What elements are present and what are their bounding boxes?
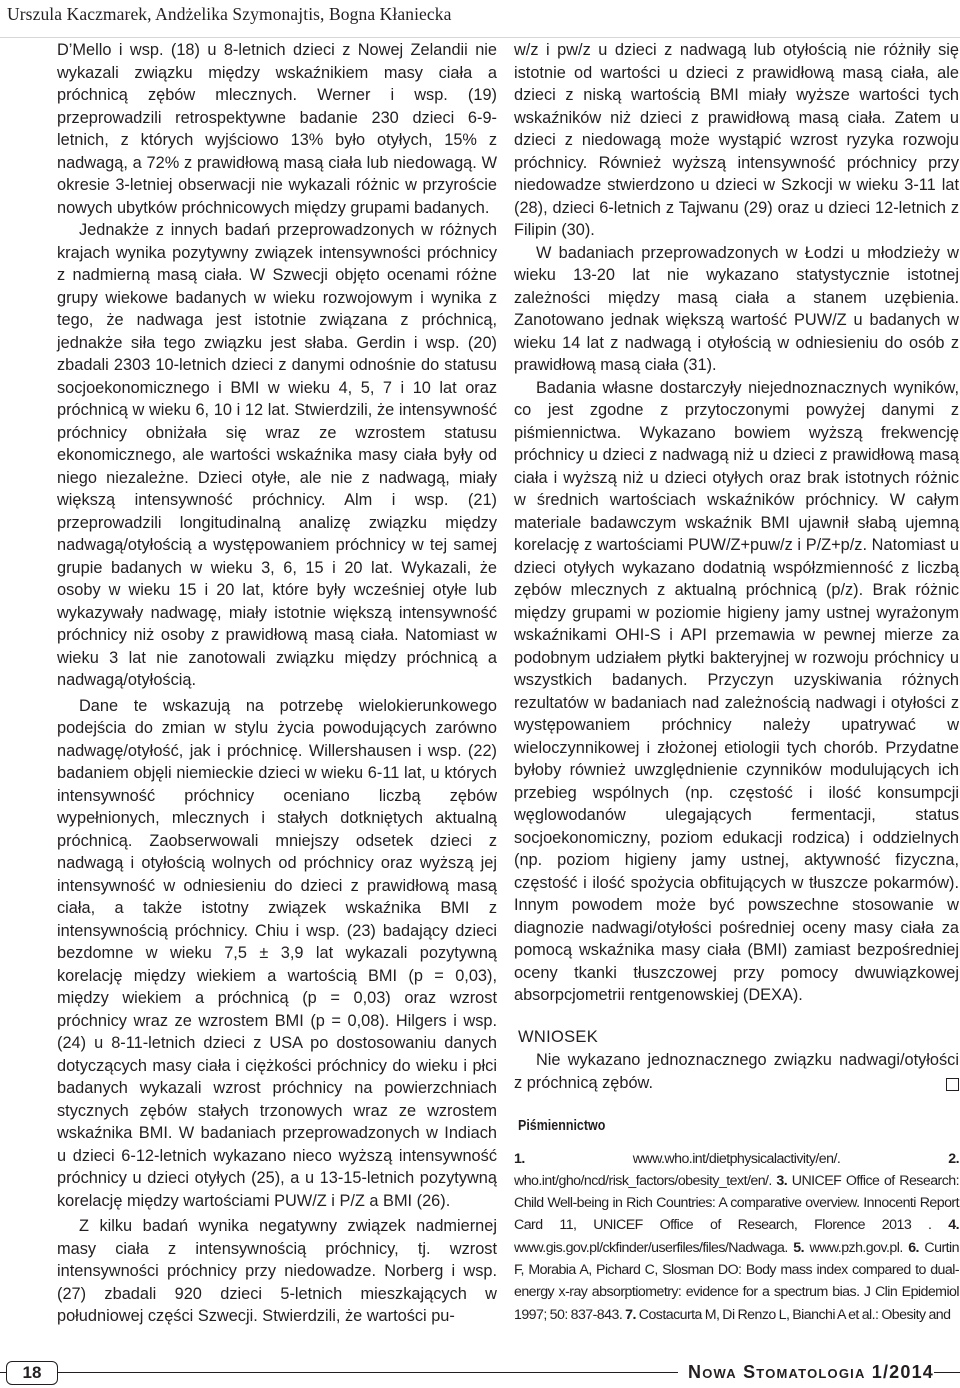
reference-text: who.int/gho/ncd/risk_factors/obesity_text/en/.	[514, 1172, 777, 1189]
end-of-article-square-icon	[946, 1078, 959, 1091]
paragraph: Badania własne dostarczyły niejednoznacznych wyników, co jest zgodne z przytoczonymi powyżej danymi z piśmiennictwa. Wykazano bowiem wyższą frekwencję próchnicy u dzieci z nadwagą niż u dzieci z prawidłową masą ciała i wyższą niż u dzieci otyłych oraz brak istotnych różnic w średnich wartościach wskaźników próchnicy. W całym materiale badawczym wskaźnik BMI ujawnił słabą ujemną korelację z wartościami PUW/Z+puw/z i P/Z+p/z. Natomiast u dzieci otyłych wykazano dodatnią współzmienność z liczbą zębów mlecznych z aktualną próchnicą (p/z). Brak różnic między grupami w poziomie higieny jamy ustnej wyrażonym wskaźnikami OHI-S i API przemawia w pewnej mierze za podobnym udziałem płytki bakteryjnej w rozwoju próchnicy u wszystkich badanych. Przyczyn uzyskiwania różnych rezultatów w badaniach nad zależnością nadwagi i otyłości z występowaniem próchnicy należy upatrywać w wieloczynnikowej i złożonej etiologii tych chorób. Przydatne byłoby również uwzględnienie czynników modulujących ich przebieg wspólnych (np. częstość i ilość konsumpcji węglowodanów ulegających fermentacji, status socjoekonomiczny, poziom edukacji rodzica) i oddzielnych (np. poziom higieny jamy ustnej, aktywność fizyczna, częstość i ilość spożycia obfitujących w tłuszcze pokarmów). Innym powodem może być powszechne stosowanie w diagnozie nadwagi/otyłości pośredniej oceny masy ciała za pomocą wskaźnika masy ciała (BMI) zamiast bezpośredniej oceny tkanki tłuszczowej przy pomocy dwuwiązkowej absorpcjometrii rentgenowskiej (DEXA).	[514, 378, 959, 1004]
section-heading-conclusion: WNIOSEK	[518, 1027, 599, 1046]
reference-text: www.pzh.gov.pl.	[804, 1239, 909, 1256]
paragraph: Z kilku badań wynika negatywny związek nadmiernej masy ciała z intensywnością próchnicy, tj. wzrost intensywności próchnicy przy niedowadze. Norberg i wsp. (27) zbadali 920 dzieci 5-letnich mieszkających w południowej części Szwecji. Stwierdzili, że wartości pu-	[57, 1217, 497, 1325]
paragraph: w/z i pw/z u dzieci z nadwagą lub otyłością nie różniły się istotnie od wartości u dzieci z prawidłową masą ciała, ale dzieci z niską wartością BMI miały wyższe wartości tych wskaźników niż dzieci z prawidłową masą ciała. Zatem u dzieci z niedowagą może wystąpić wzrost ryzyka rozwoju próchnicy. Również wyższą intensywność próchnicy przy niedowadze stwierdzono u dzieci w Szkocji w wieku 3-11 lat (28), dzieci 6-letnich z Tajwanu (29) oraz u dzieci 12-letnich z Filipin (30).	[514, 41, 959, 239]
reference-number: 4.	[948, 1217, 959, 1234]
reference-text: Curtin F, Morabia A, Pichard C, Slosman DO: Body mass index compared to dual-energy x-ray absorptiometry: evidence for a spectrum bias. J Clin Epidemiol 1997; 50: 837-843.	[514, 1239, 959, 1323]
journal-title: Nowa Stomatologia 1/2014	[678, 1362, 934, 1383]
references-heading: Piśmiennictwo	[518, 1118, 606, 1134]
page-number: 18	[6, 1361, 58, 1385]
reference-number: 6.	[908, 1239, 919, 1256]
reference-number: 5.	[793, 1239, 804, 1256]
paragraph: Dane te wskazują na potrzebę wielokierunkowego podejścia do zmian w stylu życia powodujących zarówno nadwagę/otyłość, jak i próchnicę. Willershausen i wsp. (22) badaniem objęli niemieckie dzieci w wieku 6-11 lat, u których intensywność próchnicy oceniano liczbą zębów wypełnionych, mlecznych i stałych dotkniętych aktualną próchnicą. Zaobserwowali mniejszy odsetek dzieci z nadwagą i otyłością wolnych od próchnicy oraz wyższą jej intensywność w odniesieniu do dzieci z prawidłową masą ciała, a także istotny związek wskaźnika BMI z intensywnością próchnicy. Chiu i wsp. (23) badający dzieci bezdomne w wieku 7,5 ± 3,9 lat wykazali pozytywną korelację między wiekiem a wartością BMI (p = 0,03), między wiekiem a próchnicą (p = 0,03) oraz wzrost próchnicy wraz ze wzrostem BMI (p = 0,08). Hilgers i wsp. (24) u 8-11-letnich dzieci z USA po dostosowaniu danych dotyczących masy ciała i ciężkości próchnicy do wieku i płci badanych wykazali wzrost próchnicy na powierzchniach stycznych zębów stałych trzonowych wraz ze wzrostem wskaźnika BMI. W badaniach przeprowadzonych w Indiach u dzieci 6-12-letnich wykazano nieco wyższą intensywność próchnicy u dzieci otyłych (25), a u 13-15-letnich pozytywną korelację między wartościami PUW/Z i P/Z a BMI (26).	[57, 696, 497, 1210]
left-column	[57, 39, 497, 1328]
right-column	[514, 39, 959, 1326]
reference-text: Costacurta M, Di Renzo L, Bianchi A et al.: Obesity and	[635, 1306, 951, 1323]
paragraph: W badaniach przeprowadzonych w Łodzi u młodzieży w wieku 13-20 lat nie wykazano statystycznie istotnej zależności między masą ciała a stanem uzębienia. Zanotowano jednak większą wartość PUW/Z u badanych w wieku 14 lat z nadwagą i otyłością w odniesieniu do osób z prawidłową masą ciała (31).	[514, 243, 959, 374]
reference-number: 3.	[776, 1172, 788, 1189]
reference-text: www.who.int/dietphysicalactivity/en/.	[524, 1150, 949, 1167]
reference-number: 2.	[948, 1150, 959, 1167]
conclusion-paragraph	[514, 1049, 959, 1094]
references-list	[514, 1148, 959, 1326]
reference-number: 1.	[514, 1150, 525, 1167]
paragraph: D’Mello i wsp. (18) u 8-letnich dzieci z Nowej Zelandii nie wykazali związku między wskaźnikiem masy ciała a próchnicą zębów mlecznych. Werner i wsp. (19) przeprowadzili retrospektywne badanie 230 dzieci 6-9-letnich, z których wyjściowo 13% było otyłych, 15% z nadwagą, a 72% z prawidłową masą ciała lub niedowagą. W okresie 3-letniej obserwacji nie wykazali różnic w przyroście nowych ubytków próchnicowych między grupami badanych.	[57, 41, 497, 217]
header-authors: Urszula Kaczmarek, Andżelika Szymonajtis, Bogna Kłaniecka	[7, 4, 452, 24]
reference-number: 7.	[625, 1306, 636, 1323]
running-header	[0, 0, 960, 38]
paragraph: Jednakże z innych badań przeprowadzonych w różnych krajach wynika pozytywny związek intensywności próchnicy z nadmierną masą ciała. W Szwecji objęto ocenami różne grupy wiekowe badanych w wieku rozwojowym i wynika z tego, że nadwaga jest istotnie związana z próchnicą, jednakże siła tego związku jest słaba. Gerdin i wsp. (20) zbadali 2303 10-letnich dzieci z danymi odnośnie do statusu socjoekonomicznego i BMI w wieku 4, 5, 7 i 10 lat oraz próchnicą w wieku 6, 10 i 12 lat. Stwierdzili, że intensywność próchnicy obniżała się wraz ze wzrostem statusu ekonomicznego, ale wartości wskaźnika masy ciała były od niego niezależne. Dzieci otyłe, ale nie z nadwagą, miały większą intensywność próchnicy. Alm i wsp. (21) przeprowadzili longitudinalną analizę związku między nadwagą/otyłością a występowaniem próchnicy w tej samej grupie badanych w wieku 3, 6, 15 i 20 lat. Wykazali, że osoby w wieku 15 i 20 lat, które były wcześniej otyłe lub wykazywały nadwagę, miały istotnie większą intensywność próchnicy niż osoby z prawidłową masą ciała. Natomiast w wieku 3 lat nie zanotowali związku między próchnicą a nadwagą/otyłością.	[57, 221, 497, 689]
reference-text: www.gis.gov.pl/ckfinder/userfiles/files/Nadwaga.	[514, 1239, 794, 1256]
conclusion-text: Nie wykazano jednoznacznego związku nadwagi/otyłości z próchnicą zębów.	[514, 1051, 959, 1092]
reference-text: UNICEF Office of Research: Child Well-being in Rich Countries: A comparative overview. Innocenti Report Card 11, UNICEF Office of Research, Florence 2013 .	[514, 1172, 959, 1234]
